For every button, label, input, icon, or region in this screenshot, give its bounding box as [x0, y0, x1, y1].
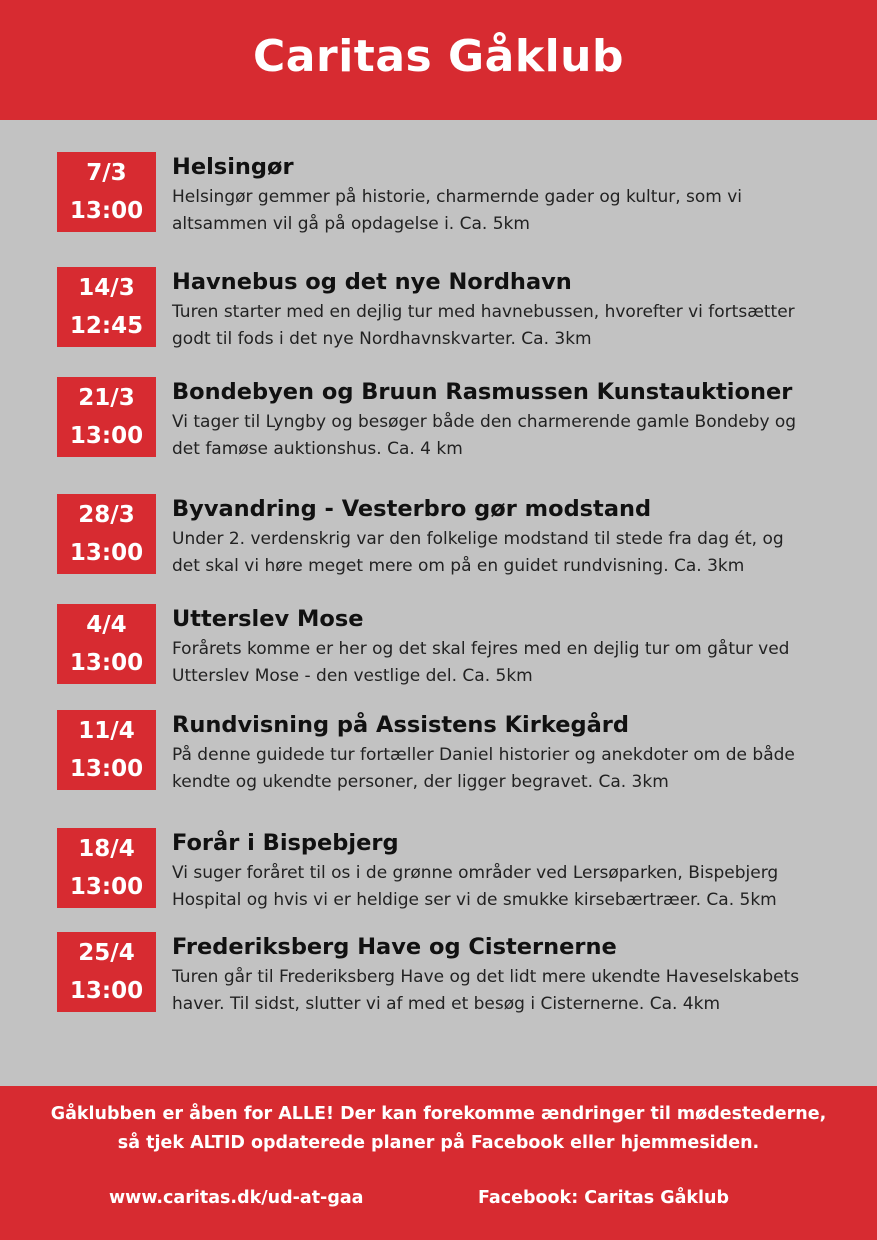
event-title: Helsingør [172, 154, 294, 180]
event-description-line: haver. Til sidst, slutter vi af med et besøg i Cisternerne. Ca. 4km [172, 994, 721, 1014]
event-date: 14/3 [78, 275, 135, 301]
event-time: 13:00 [69, 756, 144, 782]
date-badge [57, 710, 156, 790]
footer-notice [0, 1100, 877, 1158]
date-badge [57, 932, 156, 1012]
event-date: 4/4 [86, 612, 127, 638]
event-title: Bondebyen og Bruun Rasmussen Kunstauktioner [172, 379, 793, 405]
website-link[interactable]: www.caritas.dk/ud-at-gaa [109, 1188, 364, 1208]
event-time: 13:00 [69, 423, 144, 449]
event-description [172, 299, 877, 353]
event-title: Byvandring - Vesterbro gør modstand [172, 496, 652, 522]
event-description [172, 526, 877, 580]
event-time: 13:00 [69, 540, 144, 566]
event-description-line: Turen starter med en dejlig tur med havnebussen, hvorefter vi fortsætter [172, 302, 795, 322]
event-title: Forår i Bispebjerg [172, 830, 399, 856]
event-title: Havnebus og det nye Nordhavn [172, 269, 572, 295]
event-description-line: godt til fods i det nye Nordhavnskvarter. Ca. 3km [172, 329, 592, 349]
event-description-line: det skal vi høre meget mere om på en guidet rundvisning. Ca. 3km [172, 556, 745, 576]
date-badge [57, 152, 156, 232]
date-badge [57, 267, 156, 347]
event-date: 21/3 [78, 385, 135, 411]
event-date: 18/4 [78, 836, 135, 862]
footer-notice-line: så tjek ALTID opdaterede planer på Facebook eller hjemmesiden. [117, 1133, 760, 1153]
event-description [172, 184, 877, 238]
event-description-line: Under 2. verdenskrig var den folkelige modstand til stede fra dag ét, og [172, 529, 784, 549]
date-badge [57, 828, 156, 908]
event-description-line: Vi suger foråret til os i de grønne områder ved Lersøparken, Bispebjerg [172, 863, 779, 883]
page-title: Caritas Gåklub [253, 30, 624, 82]
event-time: 13:00 [69, 978, 144, 1004]
date-badge [57, 604, 156, 684]
event-time: 13:00 [69, 874, 144, 900]
event-time: 12:45 [69, 313, 144, 339]
event-date: 25/4 [78, 940, 135, 966]
event-time: 13:00 [69, 650, 144, 676]
date-badge [57, 494, 156, 574]
event-title: Rundvisning på Assistens Kirkegård [172, 712, 629, 738]
facebook-link[interactable]: Facebook: Caritas Gåklub [478, 1188, 730, 1208]
event-date: 28/3 [78, 502, 135, 528]
event-description-line: Turen går til Frederiksberg Have og det lidt mere ukendte Haveselskabets [172, 967, 800, 987]
event-description [172, 964, 877, 1018]
footer-notice-line: Gåklubben er åben for ALLE! Der kan forekomme ændringer til mødestederne, [50, 1104, 827, 1124]
event-date: 7/3 [86, 160, 127, 186]
event-description-line: Forårets komme er her og det skal fejres med en dejlig tur om gåtur ved [172, 639, 790, 659]
event-description [172, 742, 877, 796]
header-banner [0, 0, 877, 120]
event-description-line: det famøse auktionshus. Ca. 4 km [172, 439, 463, 459]
footer-banner [0, 1086, 877, 1240]
event-description [172, 636, 877, 690]
event-description-line: kendte og ukendte personer, der ligger begravet. Ca. 3km [172, 772, 669, 792]
event-description-line: Vi tager til Lyngby og besøger både den charmerende gamle Bondeby og [172, 412, 797, 432]
event-title: Utterslev Mose [172, 606, 364, 632]
date-badge [57, 377, 156, 457]
event-date: 11/4 [78, 718, 135, 744]
event-description-line: altsammen vil gå på opdagelse i. Ca. 5km [172, 214, 530, 234]
event-time: 13:00 [69, 198, 144, 224]
event-description-line: På denne guidede tur fortæller Daniel historier og anekdoter om de både [172, 745, 795, 765]
event-description-line: Hospital og hvis vi er heldige ser vi de smukke kirsebærtræer. Ca. 5km [172, 890, 777, 910]
event-title: Frederiksberg Have og Cisternerne [172, 934, 617, 960]
event-description-line: Helsingør gemmer på historie, charmernde gader og kultur, som vi [172, 187, 743, 207]
event-description-line: Utterslev Mose - den vestlige del. Ca. 5km [172, 666, 533, 686]
event-description [172, 409, 877, 463]
event-description [172, 860, 877, 914]
